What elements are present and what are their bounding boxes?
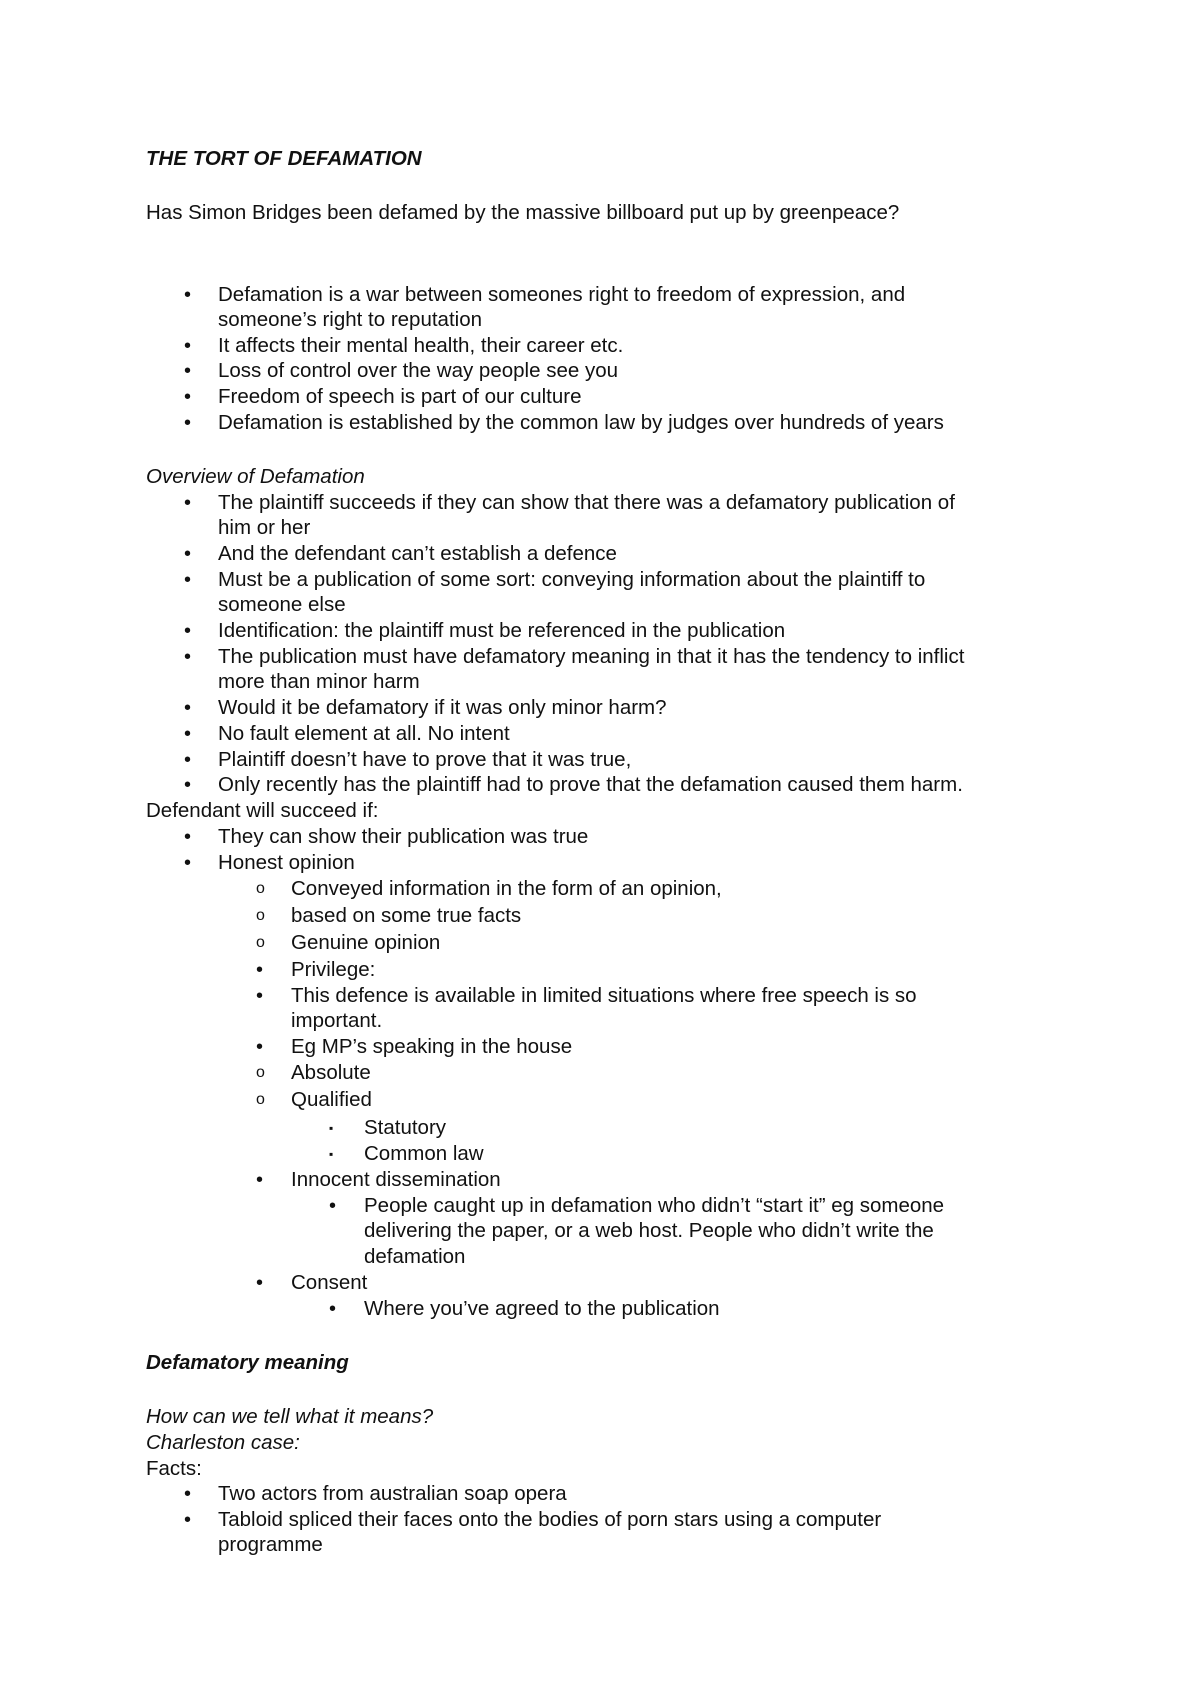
bullet-icon: • [256, 1036, 264, 1058]
bullet-icon: • [184, 335, 192, 357]
list-item: Absolute [291, 1061, 371, 1084]
list-item: Defamation is a war between someones right to freedom of expression, and [218, 283, 906, 306]
bullet-icon: • [184, 1483, 192, 1505]
list-item: Innocent dissemination [291, 1168, 501, 1191]
bullet-icon: • [184, 284, 192, 306]
facts-label: Facts: [146, 1457, 202, 1480]
list-item: based on some true facts [291, 904, 522, 927]
list-item: They can show their publication was true [218, 825, 589, 848]
list-item-continuation: important. [291, 1009, 383, 1032]
list-item-continuation: him or her [218, 516, 311, 539]
bullet-icon: • [184, 852, 192, 874]
list-item: Where you’ve agreed to the publication [364, 1297, 720, 1320]
list-item: Must be a publication of some sort: conveying information about the plaintiff to [218, 568, 926, 591]
list-item: And the defendant can’t establish a defence [218, 542, 617, 565]
bullet-icon: • [256, 1272, 264, 1294]
list-item: Would it be defamatory if it was only minor harm? [218, 696, 667, 719]
circle-bullet-icon: o [256, 1091, 265, 1108]
document-title: THE TORT OF DEFAMATION [146, 147, 422, 170]
bullet-icon: • [184, 1509, 192, 1531]
bullet-icon: • [184, 492, 192, 514]
bullet-icon: • [256, 959, 264, 981]
list-item-continuation: programme [218, 1533, 323, 1556]
list-item: Genuine opinion [291, 931, 441, 954]
bullet-icon: • [184, 697, 192, 719]
bullet-icon: • [184, 360, 192, 382]
square-bullet-icon: ▪ [329, 1121, 334, 1135]
list-item: The publication must have defamatory meaning in that it has the tendency to inflict [218, 645, 965, 668]
section-heading-overview: Overview of Defamation [146, 465, 365, 488]
circle-bullet-icon: o [256, 934, 265, 951]
circle-bullet-icon: o [256, 1064, 265, 1081]
bullet-icon: • [184, 749, 192, 771]
list-item: The plaintiff succeeds if they can show that there was a defamatory publication of [218, 491, 955, 514]
list-item: Identification: the plaintiff must be referenced in the publication [218, 619, 786, 642]
bullet-icon: • [256, 1169, 264, 1191]
list-item: People caught up in defamation who didn’t “start it” eg someone [364, 1194, 945, 1217]
bullet-icon: • [184, 386, 192, 408]
list-item: Privilege: [291, 958, 376, 981]
list-item: Common law [364, 1142, 484, 1165]
list-item-continuation: more than minor harm [218, 670, 420, 693]
bullet-icon: • [184, 723, 192, 745]
circle-bullet-icon: o [256, 907, 265, 924]
list-item: Two actors from australian soap opera [218, 1482, 567, 1505]
list-item: Loss of control over the way people see you [218, 359, 618, 382]
list-item: Conveyed information in the form of an opinion, [291, 877, 722, 900]
list-item: It affects their mental health, their career etc. [218, 334, 624, 357]
list-item: Only recently has the plaintiff had to prove that the defamation caused them harm. [218, 773, 963, 796]
section-heading-meaning: Defamatory meaning [146, 1351, 349, 1374]
list-item: Consent [291, 1271, 368, 1294]
square-bullet-icon: ▪ [329, 1147, 334, 1161]
list-item: Freedom of speech is part of our culture [218, 385, 582, 408]
bullet-icon: • [184, 620, 192, 642]
bullet-icon: • [184, 543, 192, 565]
list-item-continuation: someone else [218, 593, 346, 616]
list-item: Qualified [291, 1088, 372, 1111]
bullet-icon: • [184, 412, 192, 434]
list-item-continuation: someone’s right to reputation [218, 308, 483, 331]
bullet-icon: • [329, 1195, 337, 1217]
list-item: Honest opinion [218, 851, 355, 874]
list-item: Plaintiff doesn’t have to prove that it was true, [218, 748, 632, 771]
bullet-icon: • [329, 1298, 337, 1320]
list-item: This defence is available in limited situations where free speech is so [291, 984, 917, 1007]
case-heading: Charleston case: [146, 1431, 300, 1454]
list-item: Statutory [364, 1116, 447, 1139]
list-item-continuation: defamation [364, 1245, 466, 1268]
list-item-continuation: delivering the paper, or a web host. People who didn’t write the [364, 1219, 934, 1242]
list-item: Defamation is established by the common law by judges over hundreds of years [218, 411, 944, 434]
bullet-icon: • [184, 826, 192, 848]
meaning-question: How can we tell what it means? [146, 1405, 434, 1428]
list-item: Eg MP’s speaking in the house [291, 1035, 573, 1058]
bullet-icon: • [256, 985, 264, 1007]
bullet-icon: • [184, 569, 192, 591]
bullet-icon: • [184, 646, 192, 668]
bullet-icon: • [184, 774, 192, 796]
list-item: Tabloid spliced their faces onto the bodies of porn stars using a computer [218, 1508, 882, 1531]
list-item: No fault element at all. No intent [218, 722, 510, 745]
opening-question: Has Simon Bridges been defamed by the massive billboard put up by greenpeace? [146, 201, 900, 224]
section-heading-defendant: Defendant will succeed if: [146, 799, 379, 822]
circle-bullet-icon: o [256, 880, 265, 897]
